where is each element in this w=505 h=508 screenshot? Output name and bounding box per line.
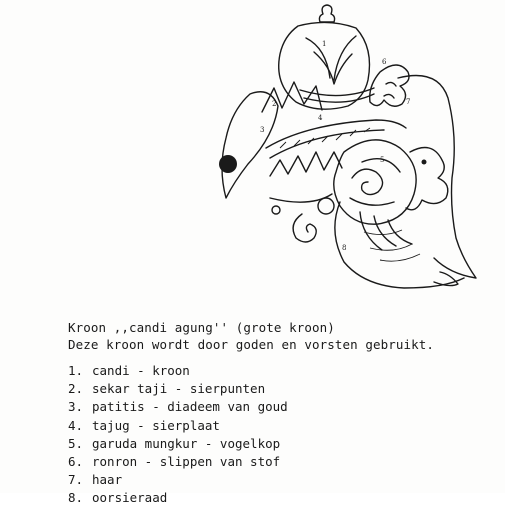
legend-number: 5. <box>68 435 84 451</box>
illustration-label-3: 3 <box>260 126 265 134</box>
legend-text: haar <box>92 472 123 488</box>
figure-caption <box>68 319 498 353</box>
legend-text: oorsieraad <box>92 490 168 506</box>
legend-number: 3. <box>68 399 84 415</box>
legend-item <box>68 380 498 398</box>
legend-item <box>68 489 498 507</box>
legend-text: candi - kroon <box>92 363 190 378</box>
crown-illustration <box>210 2 490 294</box>
legend-text: garuda mungkur - vogelkop <box>92 435 281 451</box>
legend-text: sekar taji - sierpunten <box>92 381 266 397</box>
illustration-label-8: 8 <box>342 244 347 252</box>
caption-title: Kroon ,,candi agung'' (grote kroon) <box>68 320 335 335</box>
illustration-label-2: 2 <box>272 100 277 108</box>
legend-number: 7. <box>68 472 84 488</box>
legend-item <box>68 435 498 453</box>
caption-description: Deze kroon wordt door goden en vorsten gebruikt. <box>68 337 435 352</box>
legend-text: patitis - diadeem van goud <box>92 399 288 415</box>
illustration-label-6: 6 <box>382 58 387 66</box>
legend-number: 4. <box>68 417 84 433</box>
legend-number: 6. <box>68 454 84 470</box>
legend-item <box>68 453 498 471</box>
legend-text: tajug - sierplaat <box>92 417 220 433</box>
legend-number: 1. <box>68 363 84 378</box>
legend-number: 2. <box>68 381 84 397</box>
legend-item <box>68 362 498 380</box>
legend-number: 8. <box>68 490 84 506</box>
illustration-label-5: 5 <box>380 156 385 164</box>
illustration-label-7: 7 <box>406 98 411 106</box>
legend-item <box>68 417 498 435</box>
legend-item <box>68 398 498 416</box>
illustration-label-1: 1 <box>322 40 327 48</box>
crown-drawing <box>210 2 490 294</box>
illustration-label-4: 4 <box>318 114 323 122</box>
legend-text: ronron - slippen van stof <box>92 454 281 470</box>
legend-list <box>68 362 498 508</box>
legend-item <box>68 471 498 489</box>
